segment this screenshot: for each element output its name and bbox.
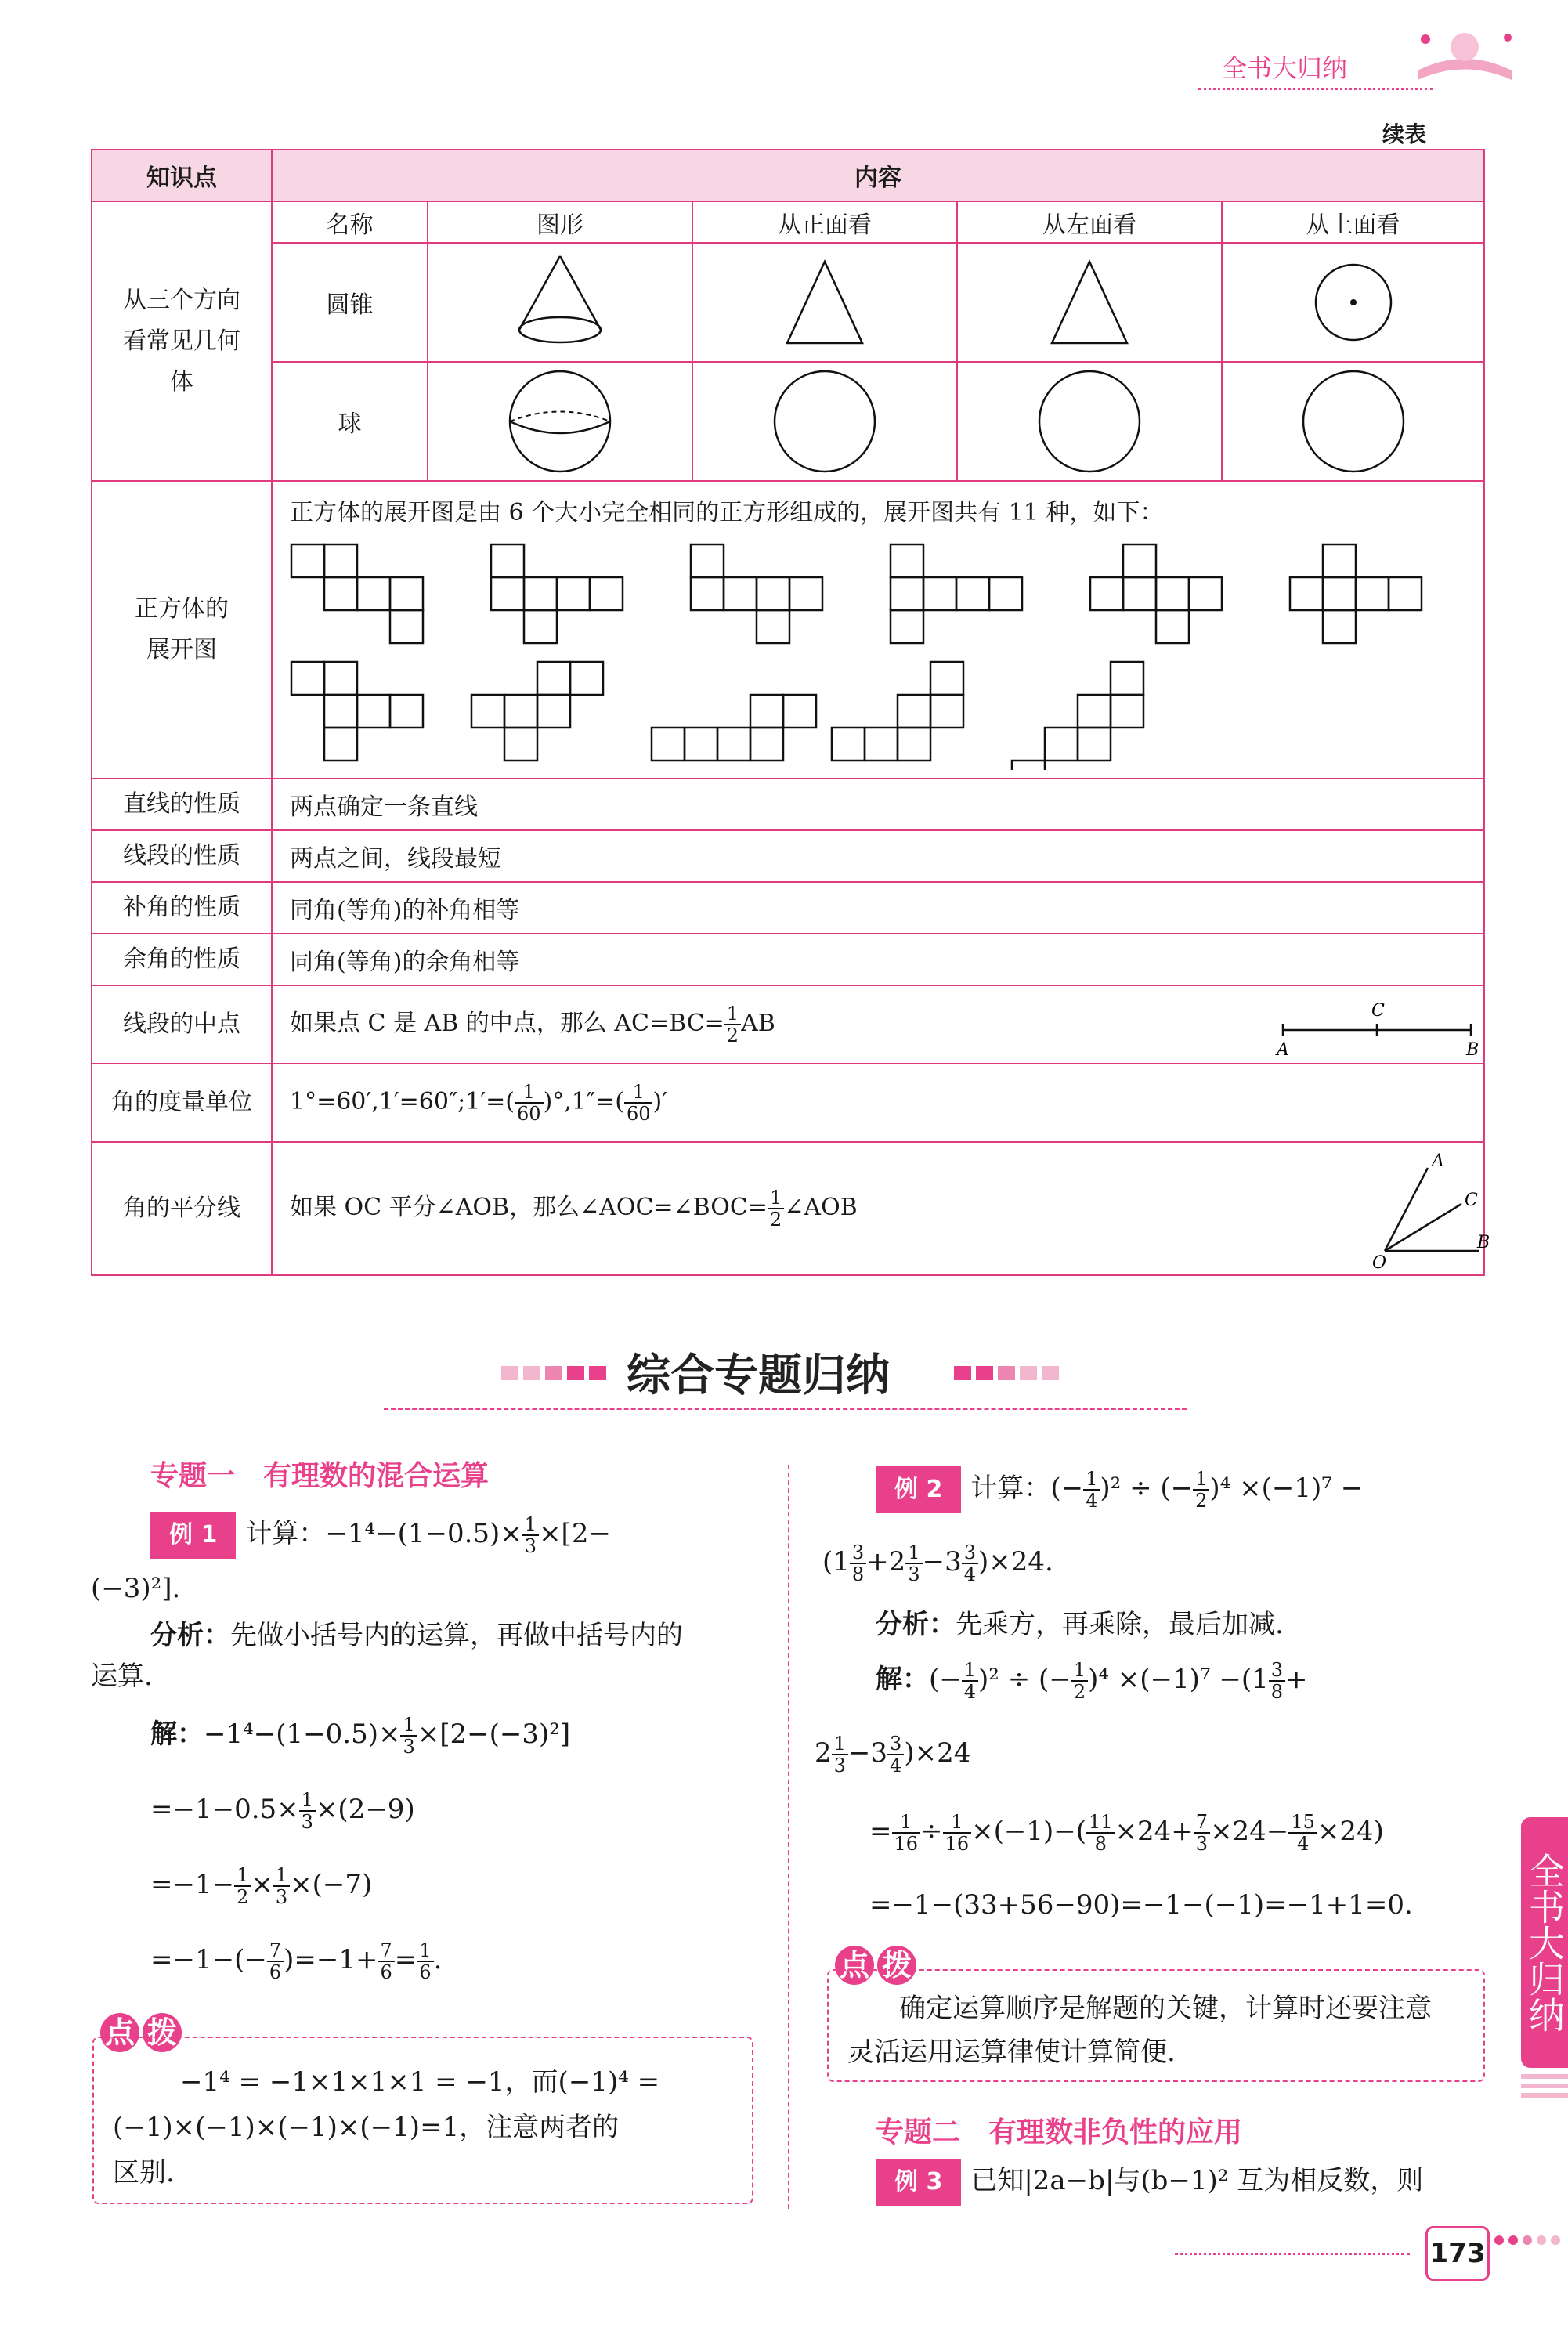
cube-net-10 <box>832 662 963 761</box>
sphere-figure-icon <box>501 367 619 476</box>
example-3-question: 已知|2a−b|与(b−1)² 互为相反数，则 <box>970 2165 1424 2196</box>
cube-net-8 <box>471 662 603 761</box>
views-label <box>92 201 272 481</box>
page-number: 173 <box>1425 2226 1490 2281</box>
cone-left-view-icon <box>1042 255 1136 349</box>
solution-1-line-1: 解：−1⁴−(1−0.5)× $\frac{1}{3}$ ×[2−(−3)²] <box>150 1714 571 1758</box>
col-figure: 图形 <box>428 202 692 243</box>
col-top: 从上面看 <box>1222 202 1483 243</box>
tip-2-line-1: 确定运算顺序是解题的关键，计算时还要注意 <box>899 1993 1432 2024</box>
segment-prop-label: 线段的性质 <box>92 830 272 882</box>
page-dots-icon <box>1493 2232 1563 2248</box>
midpoint-content <box>272 985 1484 1064</box>
header-rule <box>1198 88 1433 90</box>
midpoint-label: 线段的中点 <box>92 985 272 1064</box>
cube-net-9 <box>652 695 816 761</box>
views-label-text: 从三个方向看常见几何体 <box>123 286 240 396</box>
cube-net-2 <box>491 544 623 643</box>
row-sphere: 球 <box>273 362 428 480</box>
cube-net-label-text: 正方体的展开图 <box>135 595 229 663</box>
supplement-prop-label: 补角的性质 <box>92 882 272 934</box>
point-c-label: C <box>1371 1001 1385 1021</box>
tip-1-badge: 点 拨 <box>100 2013 185 2052</box>
point-a-label: A <box>1277 1040 1289 1057</box>
footer-rule <box>1175 2253 1410 2255</box>
continued-label: 续表 <box>1382 121 1427 147</box>
example-1 <box>150 1512 761 1559</box>
angle-unit-label: 角的度量单位 <box>92 1064 272 1142</box>
tip-2-box <box>827 1969 1485 2082</box>
segment-prop-content: 两点之间，线段最短 <box>272 830 1484 882</box>
side-tab-stripes-icon <box>1521 2074 1568 2105</box>
midpoint-diagram <box>1275 999 1487 1057</box>
book-logo-icon <box>1402 23 1527 86</box>
example-1-badge: 例 1 <box>150 1512 236 1559</box>
complement-prop-content: 同角(等角)的余角相等 <box>272 934 1484 985</box>
vertex-o-label: O <box>1372 1253 1387 1272</box>
tip-2-badge: 点 拨 <box>835 1946 919 1985</box>
supplement-prop-content: 同角(等角)的补角相等 <box>272 882 1484 934</box>
topic-1-title: 专题一 有理数的混合运算 <box>150 1460 490 1492</box>
views-table <box>273 202 1483 480</box>
cube-net-11 <box>1012 662 1143 770</box>
cube-net-3 <box>691 544 822 643</box>
head-content: 内容 <box>272 150 1484 201</box>
title-decoration-left-icon <box>501 1361 619 1385</box>
midpoint-text-2: AB <box>741 1010 775 1037</box>
column-separator <box>788 1465 789 2209</box>
solution-1-line-4: =−1−(− $\frac{7}{6}$ )=−1+ $\frac{7}{6}$ = $\frac{1}{6}$ . <box>150 1939 443 1983</box>
complement-prop-label: 余角的性质 <box>92 934 272 985</box>
solution-1-line-2: =−1−0.5× $\frac{1}{3}$ ×(2−9) <box>150 1789 415 1833</box>
example-3-badge: 例 3 <box>876 2159 961 2206</box>
tip-1-line-2: (−1)×(−1)×(−1)×(−1)=1，注意两者的 <box>113 2112 620 2143</box>
cone-figure-icon <box>505 251 615 353</box>
bisector-label: 角的平分线 <box>92 1142 272 1275</box>
solution-2-line-1: 解：(− $\frac{1}{4}$ )² ÷ (− $\frac{1}{2}$ )⁴ ×(−1)⁷ −(1 $\frac{3}{8}$ + <box>876 1659 1308 1703</box>
col-left: 从左面看 <box>957 202 1222 243</box>
bisector-text-1: 如果 OC 平分∠AOB，那么∠AOC=∠BOC= <box>290 1194 768 1221</box>
midpoint-text-1: 如果点 C 是 AB 的中点，那么 AC=BC= <box>290 1010 724 1037</box>
line-prop-content: 两点确定一条直线 <box>272 779 1484 830</box>
solution-1-line-3: =−1− $\frac{1}{2}$ × $\frac{1}{3}$ ×(−7) <box>150 1864 373 1908</box>
sphere-front-view-icon <box>770 367 880 476</box>
row-cone: 圆锥 <box>273 243 428 361</box>
tip-1-box <box>92 2037 753 2204</box>
tip-2-line-2: 灵活运用运算律使计算简便. <box>847 2037 1176 2068</box>
example-3 <box>876 2159 1423 2206</box>
solution-2-line-2: 2 $\frac{1}{3}$ −3 $\frac{3}{4}$ )×24 <box>815 1733 971 1776</box>
cube-net-7 <box>291 662 423 761</box>
header-title: 全书大归纳 <box>1222 53 1348 83</box>
angle-unit-fraction-1: $\frac{1}{60}$ <box>515 1082 544 1124</box>
sphere-top-view-icon <box>1299 367 1408 476</box>
angle-unit-text-2: )°,1″=( <box>543 1088 624 1115</box>
head-knowledge: 知识点 <box>92 150 272 201</box>
cube-net-desc: 正方体的展开图是由 6 个大小完全相同的正方形组成的，展开图共有 11 种，如下： <box>290 499 1164 526</box>
example-2-badge: 例 2 <box>876 1466 961 1513</box>
angle-bisector-diagram <box>1369 1151 1494 1272</box>
analysis-1-text-2: 运算. <box>91 1661 153 1692</box>
ex1-q-part3: (−3)²]. <box>91 1573 181 1604</box>
analysis-1-text: 先做小括号内的运算，再做中括号内的 <box>230 1620 683 1651</box>
topic-2-title: 专题二 有理数非负性的应用 <box>876 2116 1243 2149</box>
title-decoration-right-icon <box>954 1361 1071 1385</box>
analysis-1-label: 分析： <box>150 1620 230 1651</box>
example-2-line-2: (1 $\frac{3}{8}$ +2 $\frac{1}{3}$ −3 $\frac{3}{4}$ )×24. <box>822 1541 1053 1585</box>
section-title: 综合专题归纳 <box>627 1350 890 1401</box>
cube-net-4 <box>891 544 1022 643</box>
solution-2-line-4: =−1−(33+56−90)=−1−(−1)=−1+1=0. <box>869 1889 1413 1921</box>
ex1-fraction: $\frac{1}{3}$ <box>522 1514 539 1556</box>
cone-top-view-icon <box>1306 255 1400 349</box>
line-prop-label: 直线的性质 <box>92 779 272 830</box>
ray-b-label: B <box>1477 1233 1490 1252</box>
angle-unit-text-3: )′ <box>652 1088 667 1115</box>
bisector-content <box>272 1142 1490 1275</box>
section-rule <box>384 1408 1187 1410</box>
angle-unit-fraction-2: $\frac{1}{60}$ <box>624 1082 653 1124</box>
ex1-q-part1: 计算：−1⁴−(1−0.5)× <box>245 1518 522 1549</box>
analysis-1 <box>150 1614 777 1657</box>
bisector-fraction: $\frac{1}{2}$ <box>768 1187 784 1230</box>
cube-net-6 <box>1290 544 1422 643</box>
col-name: 名称 <box>273 202 428 243</box>
cube-nets-figure <box>290 527 1488 770</box>
analysis-2: 分析：先乘方，再乘除，最后加减. <box>876 1609 1284 1640</box>
tip-1-line-3: 区别. <box>113 2157 175 2188</box>
solution-2-line-3: = $\frac{1}{16}$ ÷ $\frac{1}{16}$ ×(−1)−( $\frac{11}{8}$ ×24+ $\frac{7}{3}$ ×24− $\frac{15}{4}$ ×24) <box>869 1811 1384 1855</box>
cube-net-1 <box>291 544 423 643</box>
point-b-label: B <box>1466 1040 1479 1057</box>
side-tab: 全书大归纳 <box>1521 1817 1568 2068</box>
knowledge-table <box>91 149 1490 1276</box>
solution-1-label: 解： <box>150 1719 204 1750</box>
cube-net-5 <box>1090 544 1222 643</box>
cone-front-view-icon <box>778 255 872 349</box>
example-2-line-1: 例 2 计算：(− $\frac{1}{4}$ )² ÷ (− $\frac{1}{2}$ )⁴ ×(−1)⁷ − <box>876 1466 1518 1513</box>
midpoint-fraction: $\frac{1}{2}$ <box>724 1003 741 1046</box>
sphere-left-view-icon <box>1035 367 1144 476</box>
ray-c-label: C <box>1465 1191 1478 1210</box>
ray-a-label: A <box>1432 1151 1444 1171</box>
angle-unit-content <box>272 1064 1484 1142</box>
angle-unit-text-1: 1°=60′,1′=60″;1′=( <box>290 1088 515 1115</box>
bisector-text-2: ∠AOB <box>784 1194 858 1221</box>
cube-net-label <box>92 481 272 779</box>
ex1-q-part2: ×[2− <box>539 1518 611 1549</box>
col-front: 从正面看 <box>692 202 957 243</box>
tip-1-line-1: −1⁴ = −1×1×1×1 = −1，而(−1)⁴ = <box>180 2066 660 2098</box>
